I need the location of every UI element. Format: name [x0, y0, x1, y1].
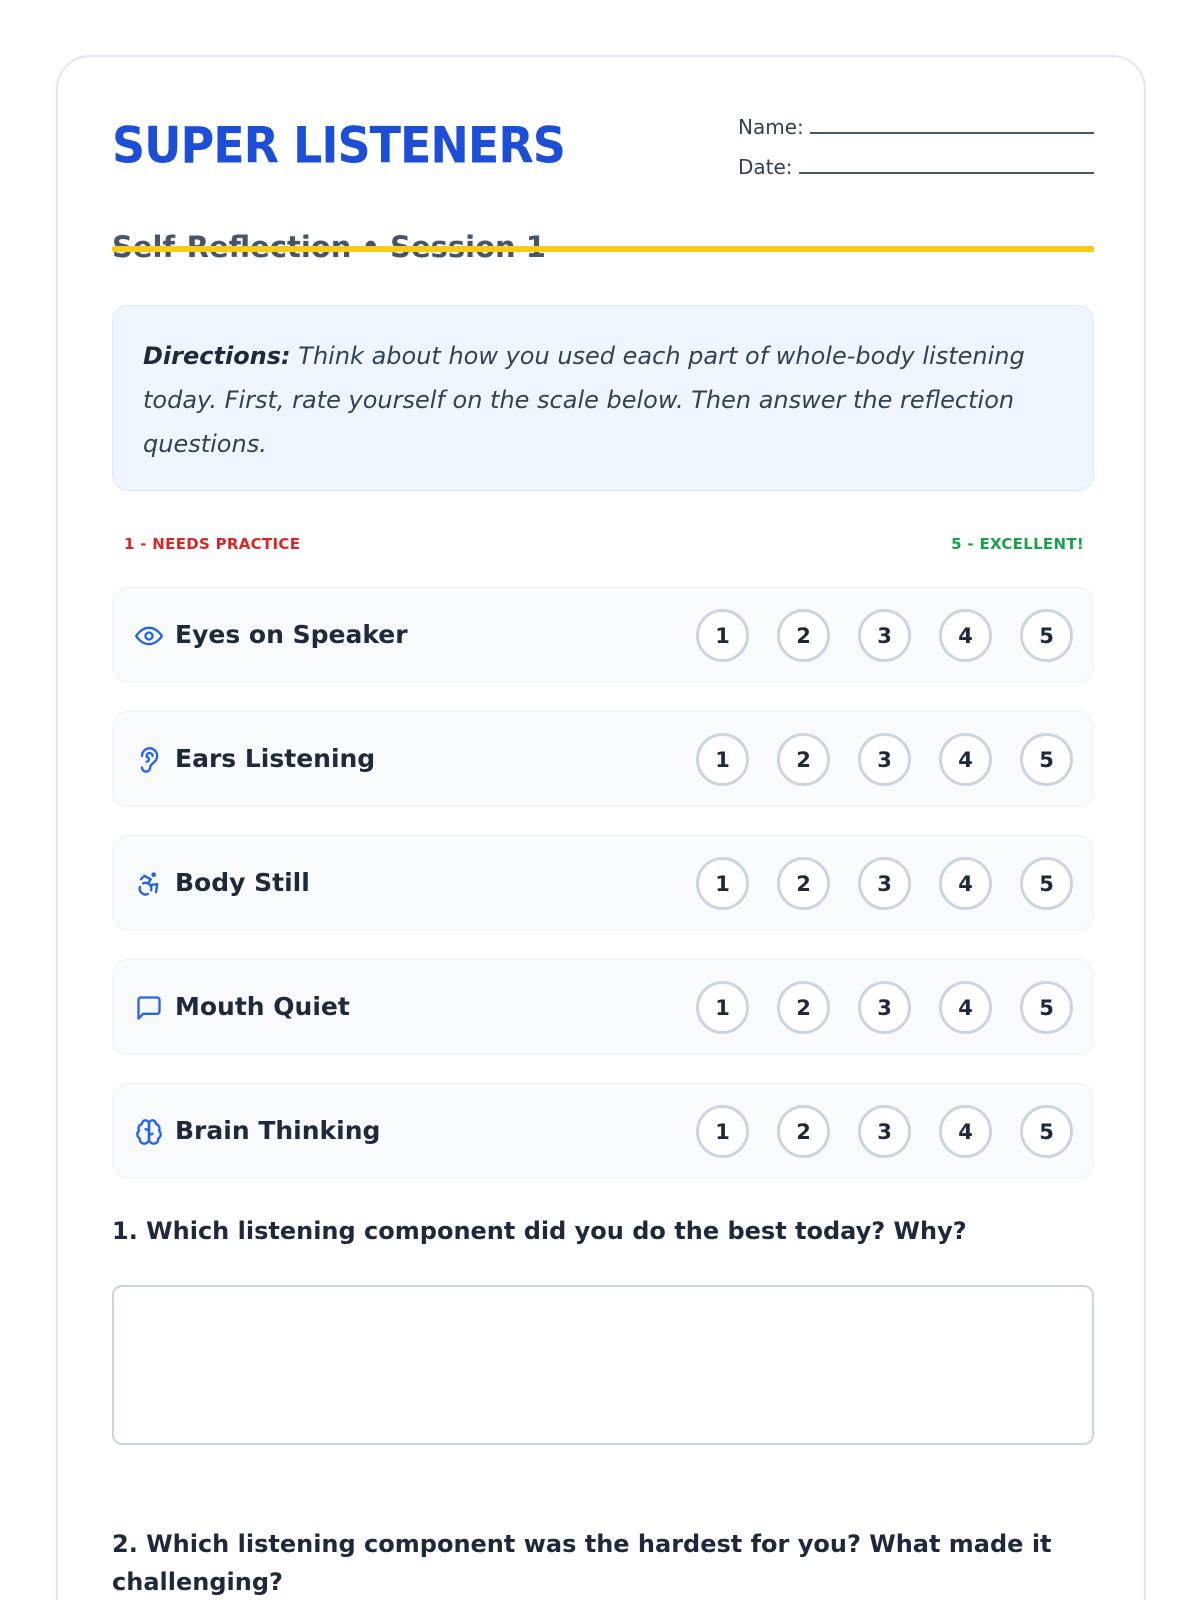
rating-option-1[interactable]: 1 [696, 1105, 749, 1158]
answer-box-1[interactable] [112, 1285, 1094, 1445]
row-label: Mouth Quiet [175, 992, 350, 1021]
row-label: Ears Listening [175, 744, 376, 773]
page-title: SUPER LISTENERS [112, 116, 565, 175]
scale-high-label: 5 - EXCELLENT! [951, 535, 1084, 553]
rating-rows [112, 587, 1094, 1207]
rating-option-1[interactable]: 1 [696, 733, 749, 786]
worksheet-card [56, 55, 1146, 1600]
accessibility-icon [135, 870, 163, 898]
rating-option-3[interactable]: 3 [858, 609, 911, 662]
rating-option-3[interactable]: 3 [858, 857, 911, 910]
name-line[interactable] [810, 116, 1094, 134]
worksheet-header [112, 115, 1094, 245]
rating-option-1[interactable]: 1 [696, 857, 749, 910]
speech-bubble-icon [135, 994, 163, 1022]
rating-option-3[interactable]: 3 [858, 733, 911, 786]
rating-option-4[interactable]: 4 [939, 1105, 992, 1158]
rating-option-5[interactable]: 5 [1020, 857, 1073, 910]
rating-option-1[interactable]: 1 [696, 609, 749, 662]
ear-icon [135, 746, 163, 774]
rating-option-4[interactable]: 4 [939, 857, 992, 910]
brain-icon [135, 1118, 163, 1146]
rating-row-body [112, 835, 1094, 931]
rating-options [696, 733, 1073, 786]
rating-option-2[interactable]: 2 [777, 857, 830, 910]
name-label: Name: [738, 115, 804, 139]
question-2: 2. Which listening component was the hardest for you? What made it challenging? [112, 1530, 1052, 1596]
date-label: Date: [738, 155, 793, 179]
date-line[interactable] [799, 156, 1094, 174]
student-info [738, 115, 1094, 195]
rating-option-5[interactable]: 5 [1020, 1105, 1073, 1158]
rating-option-2[interactable]: 2 [777, 981, 830, 1034]
rating-options [696, 857, 1073, 910]
eye-icon [135, 622, 163, 650]
rating-option-2[interactable]: 2 [777, 1105, 830, 1158]
question-1: 1. Which listening component did you do the best today? Why? [112, 1217, 967, 1245]
rating-options [696, 981, 1073, 1034]
rating-option-5[interactable]: 5 [1020, 733, 1073, 786]
rating-option-4[interactable]: 4 [939, 981, 992, 1034]
row-label: Eyes on Speaker [175, 620, 408, 649]
rating-row-brain [112, 1083, 1094, 1179]
row-label: Body Still [175, 868, 310, 897]
rating-option-3[interactable]: 3 [858, 981, 911, 1034]
rating-scale-legend [124, 535, 1084, 555]
rating-options [696, 609, 1073, 662]
header-divider [112, 246, 1094, 252]
rating-row-mouth [112, 959, 1094, 1055]
rating-option-4[interactable]: 4 [939, 733, 992, 786]
directions-label: Directions: [143, 342, 291, 370]
rating-option-5[interactable]: 5 [1020, 981, 1073, 1034]
rating-options [696, 1105, 1073, 1158]
row-label: Brain Thinking [175, 1116, 381, 1145]
rating-option-5[interactable]: 5 [1020, 609, 1073, 662]
rating-option-1[interactable]: 1 [696, 981, 749, 1034]
rating-option-4[interactable]: 4 [939, 609, 992, 662]
rating-row-ears [112, 711, 1094, 807]
date-field[interactable] [738, 155, 1094, 195]
rating-option-3[interactable]: 3 [858, 1105, 911, 1158]
rating-option-2[interactable]: 2 [777, 733, 830, 786]
directions-text: Think about how you used each part of whole-body listening today. First, rate yourself on the scale below. Then answer the reflection questions. [143, 342, 1025, 458]
scale-low-label: 1 - NEEDS PRACTICE [124, 535, 301, 553]
name-field[interactable] [738, 115, 1094, 155]
rating-option-2[interactable]: 2 [777, 609, 830, 662]
rating-row-eyes [112, 587, 1094, 683]
directions-box [112, 305, 1094, 491]
